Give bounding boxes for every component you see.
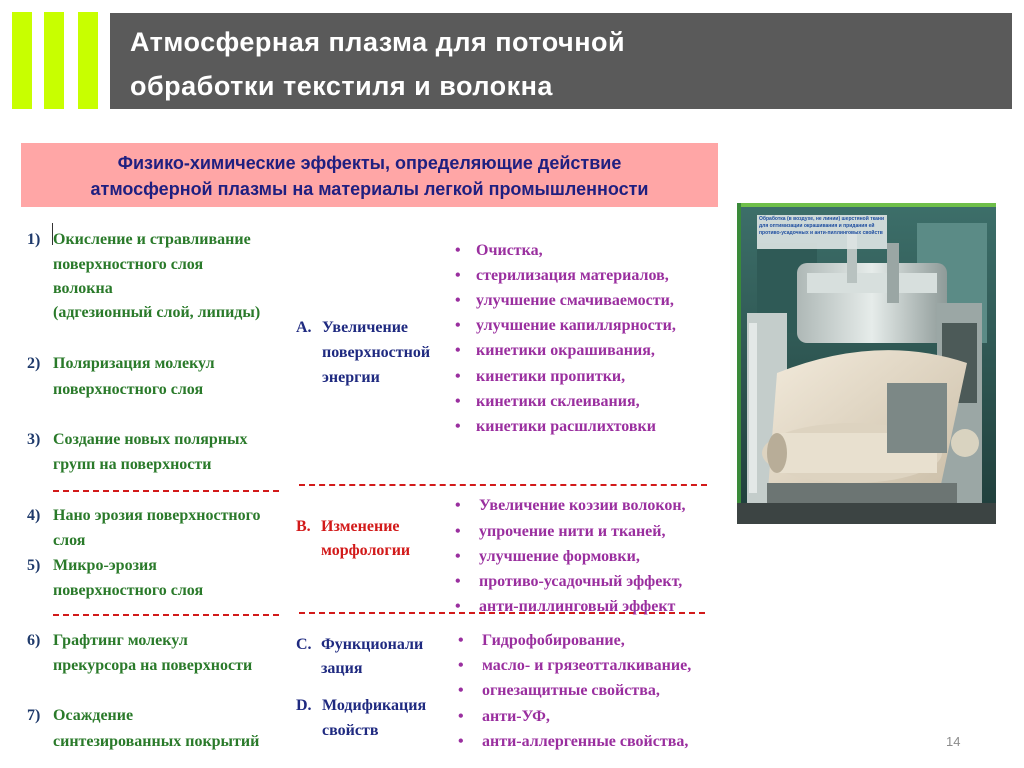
category-line: энергии [322, 369, 380, 386]
category-line: Увеличение [322, 319, 409, 336]
bullet: • [455, 368, 461, 385]
effect-item: Очистка, [476, 242, 543, 259]
section-divider [299, 484, 707, 486]
category-line: поверхностной [322, 344, 431, 361]
process-line: синтезированных покрытий [53, 733, 260, 750]
plasma-machine-photo [737, 203, 996, 524]
category-line: зация [321, 660, 363, 677]
slide-title [110, 13, 1012, 109]
bullet: • [458, 733, 464, 750]
bullet: • [455, 497, 461, 514]
effect-item: улучшение капиллярности, [476, 317, 676, 334]
category-line: Изменение [321, 518, 400, 535]
category-line: Функционали [321, 636, 424, 653]
process-line: Создание новых полярных [53, 431, 248, 448]
process-line: слоя [53, 532, 86, 549]
effect-item: улучшение формовки, [479, 548, 640, 565]
process-line: волокна [53, 280, 113, 297]
effect-item: анти-пиллинговый эффект [479, 598, 676, 615]
category-line: Модификация [322, 697, 427, 714]
process-number: 1) [27, 231, 41, 248]
bullet: • [455, 342, 461, 359]
process-line: групп на поверхности [53, 456, 212, 473]
category-line: свойств [322, 722, 379, 739]
bullet: • [455, 573, 461, 590]
effect-item: анти-УФ, [482, 708, 550, 725]
effect-item: упрочение нити и тканей, [479, 523, 666, 540]
effect-item: Гидрофобирование, [482, 632, 625, 649]
process-number: 4) [27, 507, 41, 524]
slide-title-line-1: Атмосферная плазма для поточной [130, 27, 626, 57]
effect-item: улучшение смачиваемости, [476, 292, 674, 309]
process-line: Поляризация молекул [53, 355, 215, 372]
process-line: поверхностного слоя [53, 381, 204, 398]
process-line: Осаждение [53, 707, 134, 724]
bullet: • [455, 548, 461, 565]
process-number: 3) [27, 431, 41, 448]
effect-item: кинетики окрашивания, [476, 342, 655, 359]
process-line: Графтинг молекул [53, 632, 188, 649]
bullet: • [458, 682, 464, 699]
effect-item: кинетики склеивания, [476, 393, 640, 410]
effect-item: анти-аллергенные свойства, [482, 733, 689, 750]
process-line: Микро-эрозия [53, 557, 157, 574]
process-line: поверхностного слоя [53, 256, 204, 273]
effects-header-line-1: Физико-химические эффекты, определяющие действие [117, 153, 622, 173]
effect-item: кинетики пропитки, [476, 368, 626, 385]
photo-caption [759, 216, 887, 237]
section-divider [53, 490, 279, 492]
slide-title-line-2: обработки текстиля и волокна [130, 71, 553, 101]
effects-header-box [21, 143, 718, 207]
category-line: морфологии [321, 542, 411, 559]
process-line: Окисление и стравливание [53, 231, 251, 248]
bullet: • [455, 242, 461, 259]
category-letter: C. [296, 636, 312, 653]
effect-item: противо-усадочный эффект, [479, 573, 683, 590]
bullet: • [455, 598, 461, 615]
category-letter: D. [296, 697, 312, 714]
process-line: поверхностного слоя [53, 582, 204, 599]
photo-caption-line: Обработка (в воздухе, не линии) шерстяной ткани [759, 216, 885, 222]
process-line: Нано эрозия поверхностного [53, 507, 261, 524]
bullet: • [455, 393, 461, 410]
accent-bar [78, 12, 98, 109]
process-number: 2) [27, 355, 41, 372]
page-number: 14 [946, 734, 961, 749]
bullet: • [455, 418, 461, 435]
effect-item: Увеличение коэзии волокон, [479, 497, 686, 514]
effect-item: кинетики расшлихтовки [476, 418, 656, 435]
effect-item: масло- и грязеотталкивание, [482, 657, 692, 674]
bullet: • [458, 632, 464, 649]
accent-bar [44, 12, 64, 109]
category-letter: A. [296, 319, 312, 336]
effect-item: стерилизация материалов, [476, 267, 669, 284]
bullet: • [458, 708, 464, 725]
effects-header-line-2: атмосферной плазмы на материалы легкой промышленности [90, 179, 649, 199]
bullet: • [455, 292, 461, 309]
process-number: 6) [27, 632, 41, 649]
category-letter: B. [296, 518, 311, 535]
bullet: • [458, 657, 464, 674]
photo-caption-line: противо-усадочных и анти-пиллинговых свойств [759, 230, 883, 236]
bullet: • [455, 317, 461, 334]
process-line: прекурсора на поверхности [53, 657, 253, 674]
process-number: 5) [27, 557, 41, 574]
bullet: • [455, 267, 461, 284]
accent-bar [12, 12, 32, 109]
effect-item: огнезащитные свойства, [482, 682, 660, 699]
process-line: (адгезионный слой, липиды) [53, 304, 261, 321]
bullet: • [455, 523, 461, 540]
photo-caption-line: для оптимизации окрашивания и придания ей [759, 223, 875, 229]
process-number: 7) [27, 707, 41, 724]
section-divider [53, 614, 279, 616]
